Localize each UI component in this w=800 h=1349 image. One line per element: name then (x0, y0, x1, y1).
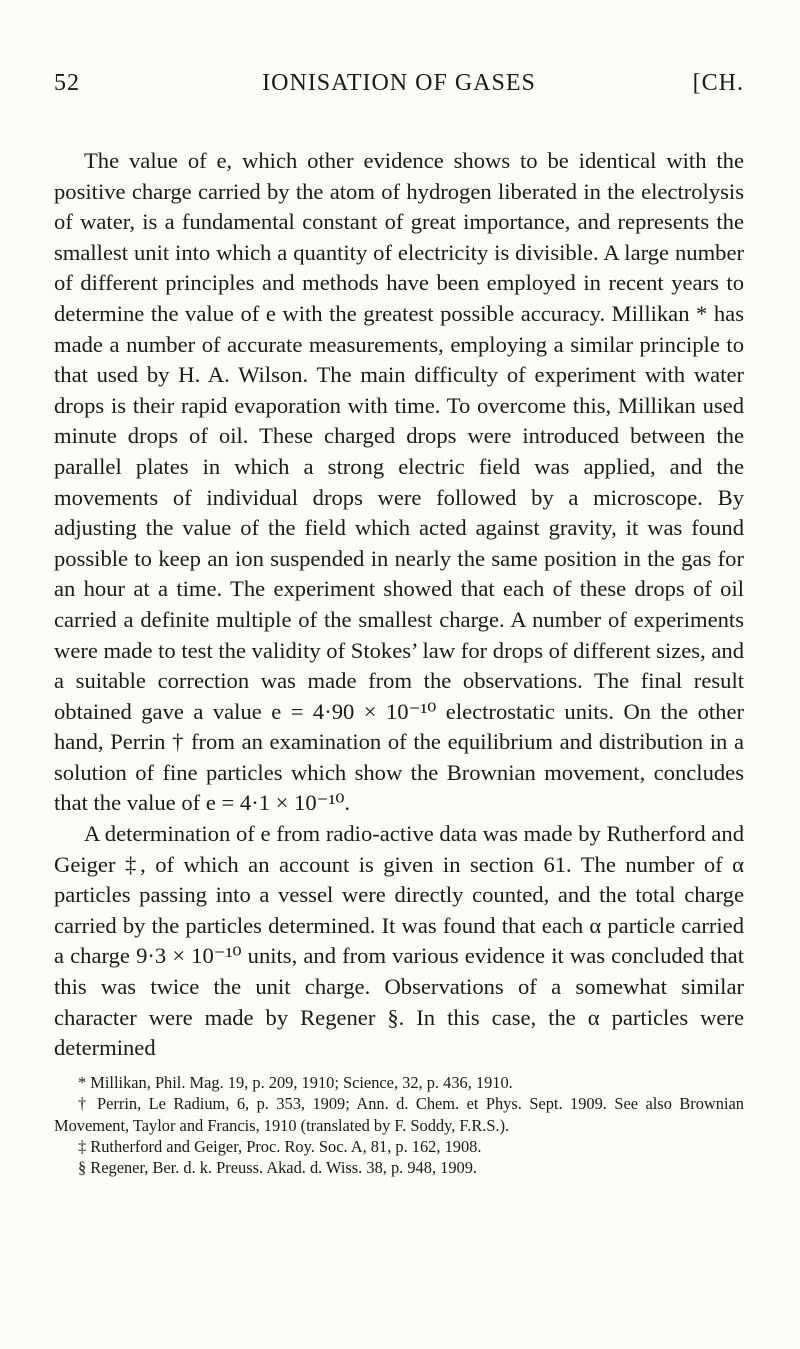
chapter-marker: [CH. (692, 70, 744, 96)
footnote: § Regener, Ber. d. k. Preuss. Akad. d. Wiss. 38, p. 948, 1909. (78, 1158, 478, 1178)
running-head: IONISATION OF GASES (262, 70, 536, 96)
paragraph: The value of e, which other evidence shows to be identical with the positive charge carried by the atom of hydrogen liberated in the electrolysis of water, is a fundamental constant of great importance, and represents the smallest unit into which a quantity of electricity is divisible. A large number of different principles and methods have been employed in recent years to determine the value of e with the greatest possible accuracy. Millikan * has made a number of accurate measurements, employing a similar principle to that used by H. A. Wilson. The main difficulty of experiment with water drops is their rapid evaporation with time. To overcome this, Millikan used minute drops of oil. These charged drops were introduced between the parallel plates in which a strong electric field was applied, and the movements of individual drops were followed by a microscope. By adjusting the value of the field which acted against gravity, it was found possible to keep an ion suspended in nearly the same position in the gas for an hour at a time. The experiment showed that each of these drops of oil carried a definite multiple of the smallest charge. A number of experiments were made to test the validity of Stokes’ law for drops of different sizes, and a suitable correction was made from the observations. The final result obtained gave a value e = 4·90 × 10⁻¹⁰ electrostatic units. On the other hand, Perrin † from an examination of the equilibrium and distribution in a solution of fine particles which show the Brownian movement, concludes that the value of e = 4·1 × 10⁻¹⁰. (54, 148, 744, 816)
page-number: 52 (54, 70, 80, 96)
footnote: ‡ Rutherford and Geiger, Proc. Roy. Soc. A, 81, p. 162, 1908. (78, 1137, 482, 1157)
page-header (54, 66, 744, 106)
footnotes (54, 1072, 744, 1179)
body-text (54, 146, 744, 1064)
footnote: * Millikan, Phil. Mag. 19, p. 209, 1910; Science, 32, p. 436, 1910. (78, 1072, 513, 1092)
book-page (54, 66, 744, 1179)
footnote: † Perrin, Le Radium, 6, p. 353, 1909; Ann. d. Chem. et Phys. Sept. 1909. See also Brownian Movement, Taylor and Francis, 1910 (translated by F. Soddy, F.R.S.). (54, 1094, 744, 1135)
paragraph: A determination of e from radio-active data was made by Rutherford and Geiger ‡, of which an account is given in section 61. The number of α particles passing into a vessel were directly counted, and the total charge carried by the particles determined. It was found that each α particle carried a charge 9·3 × 10⁻¹⁰ units, and from various evidence it was concluded that this was twice the unit charge. Observations of a somewhat similar character were made by Regener §. In this case, the α particles were determined (54, 821, 744, 1061)
